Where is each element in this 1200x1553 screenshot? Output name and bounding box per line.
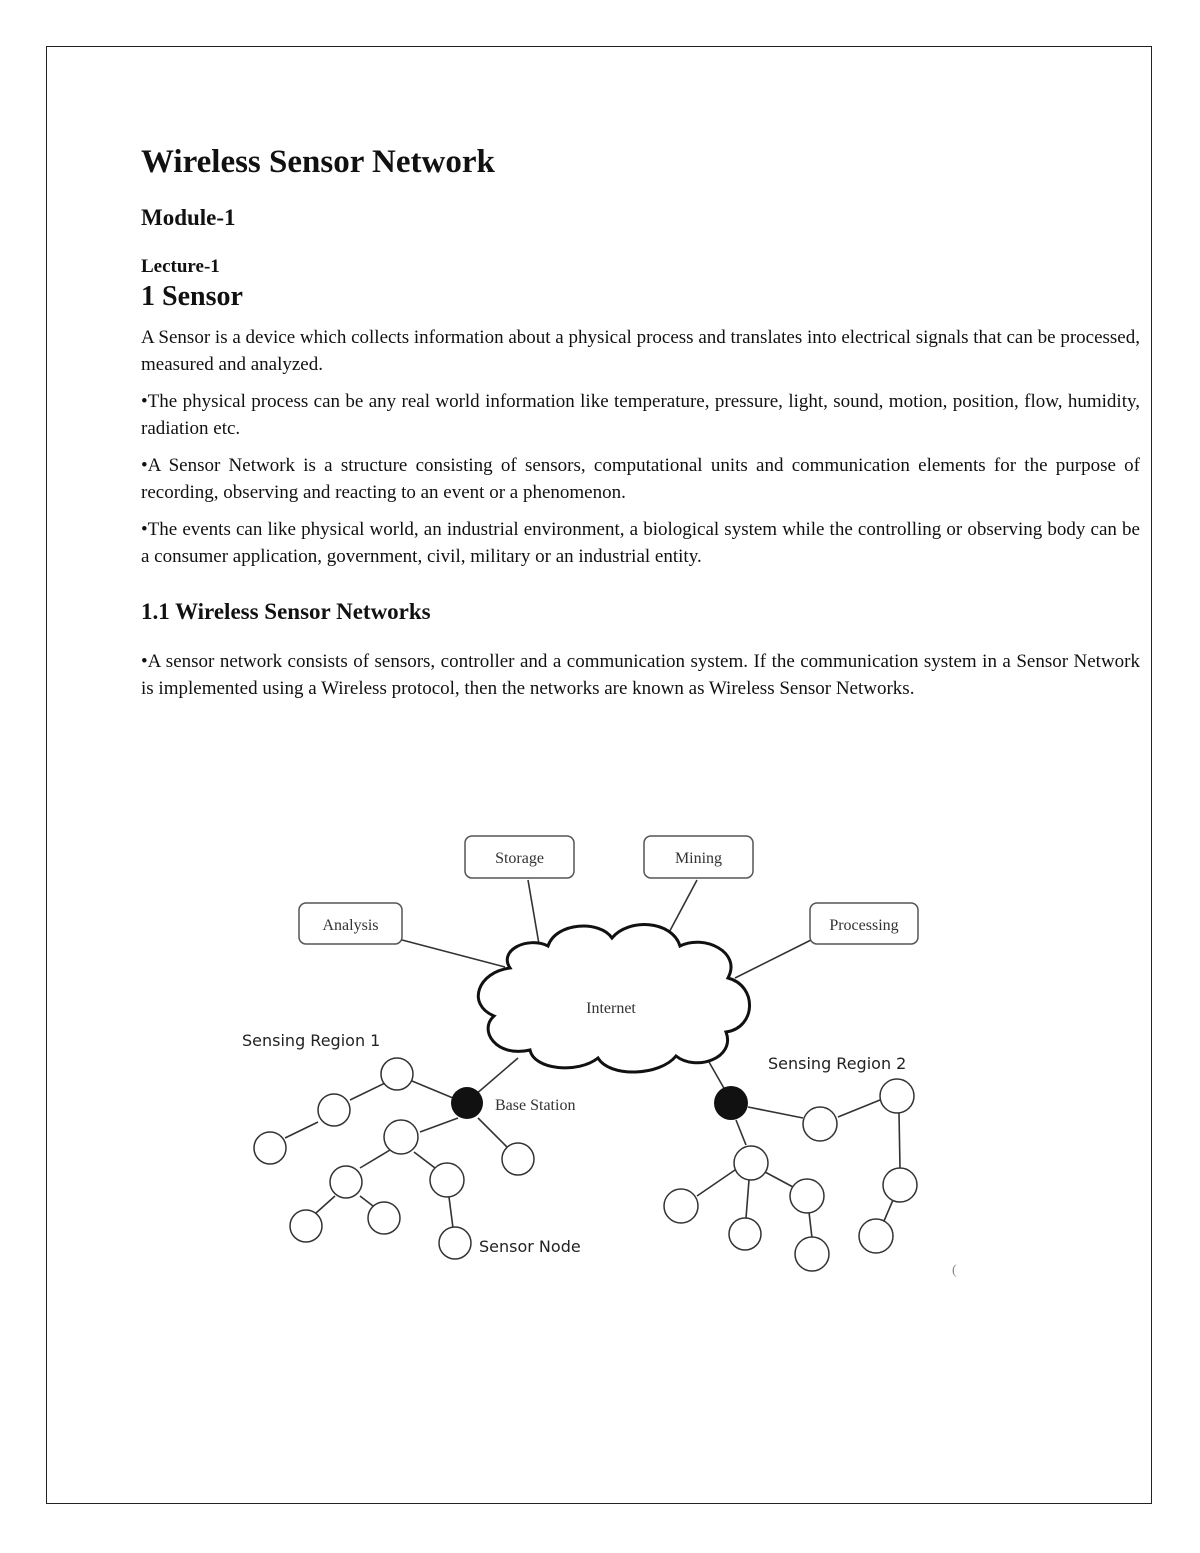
sensor-node [381, 1058, 413, 1090]
sensor-node [384, 1120, 418, 1154]
sensor-node [330, 1166, 362, 1198]
storage-link [528, 880, 540, 950]
edge [350, 1083, 385, 1100]
lecture-heading: Lecture-1 [141, 256, 220, 277]
edge [697, 1170, 735, 1196]
edge [899, 1113, 900, 1168]
sensor-node [803, 1107, 837, 1141]
internet-cloud [478, 925, 749, 1072]
paragraph-sensor-definition: A Sensor is a device which collects information about a physical process and translates into electrical signals that can be processed, measured and analyzed. [141, 327, 1140, 375]
section-heading: 1 Sensor [141, 281, 243, 312]
stray-mark: ( [952, 1263, 957, 1278]
edge [316, 1196, 335, 1213]
analysis-label: Analysis [322, 917, 379, 934]
storage-label: Storage [495, 850, 544, 867]
sensor-node [883, 1168, 917, 1202]
paragraph-wsn-definition: •A sensor network consists of sensors, controller and a communication system. If the communication system in a Sensor Network is implemented using a Wireless protocol, then the networks are known as Wireless Sensor Networks. [141, 651, 1140, 699]
edge [420, 1118, 458, 1132]
sensor-node [290, 1210, 322, 1242]
mining-label: Mining [674, 850, 723, 867]
processing-link [735, 940, 811, 978]
edge [449, 1197, 453, 1228]
paragraph-sensor-network: •A Sensor Network is a structure consisting of sensors, computational units and communication elements for the purpose of recording, observing and reacting to an event or a phenomenon. [141, 455, 1140, 503]
sensor-node [430, 1163, 464, 1197]
edge [360, 1196, 373, 1206]
sensor-node [729, 1218, 761, 1250]
sensor-node [368, 1202, 400, 1234]
sensor-node [790, 1179, 824, 1213]
processing-label: Processing [829, 917, 899, 934]
cloud-to-base-station-1 [475, 1058, 518, 1095]
edge [478, 1118, 508, 1148]
sensor-node [859, 1219, 893, 1253]
edge [809, 1212, 812, 1238]
edge [414, 1152, 435, 1168]
edge [884, 1200, 893, 1221]
edge [360, 1150, 390, 1168]
internet-label: Internet [586, 1000, 636, 1017]
sensor-node [502, 1143, 534, 1175]
sensor-node [318, 1094, 350, 1126]
sensing-region-2-label: Sensing Region 2 [768, 1054, 907, 1073]
base-station-label: Base Station [495, 1097, 576, 1114]
sensor-node [254, 1132, 286, 1164]
edge [736, 1120, 746, 1145]
subsection-heading: 1.1 Wireless Sensor Networks [141, 599, 431, 624]
edge [838, 1100, 880, 1117]
edge [748, 1107, 803, 1118]
sensor-node [439, 1227, 471, 1259]
document-title: Wireless Sensor Network [141, 144, 495, 180]
base-station-1 [451, 1087, 483, 1119]
sensor-node [734, 1146, 768, 1180]
sensor-node [880, 1079, 914, 1113]
paragraph-events: •The events can like physical world, an industrial environment, a biological system while the controlling or observing body can be a consumer application, government, civil, military or an industrial entity. [141, 519, 1140, 567]
base-station-2 [714, 1086, 748, 1120]
edge [746, 1180, 749, 1218]
module-heading: Module-1 [141, 205, 236, 230]
sensor-node-label: Sensor Node [479, 1237, 581, 1256]
sensor-node [664, 1189, 698, 1223]
sensor-node [795, 1237, 829, 1271]
paragraph-physical-process: •The physical process can be any real world information like temperature, pressure, light, sound, motion, position, flow, humidity, radiation etc. [141, 391, 1140, 439]
sensing-region-1-label: Sensing Region 1 [242, 1031, 381, 1050]
edge [765, 1172, 793, 1187]
edge [285, 1122, 318, 1138]
